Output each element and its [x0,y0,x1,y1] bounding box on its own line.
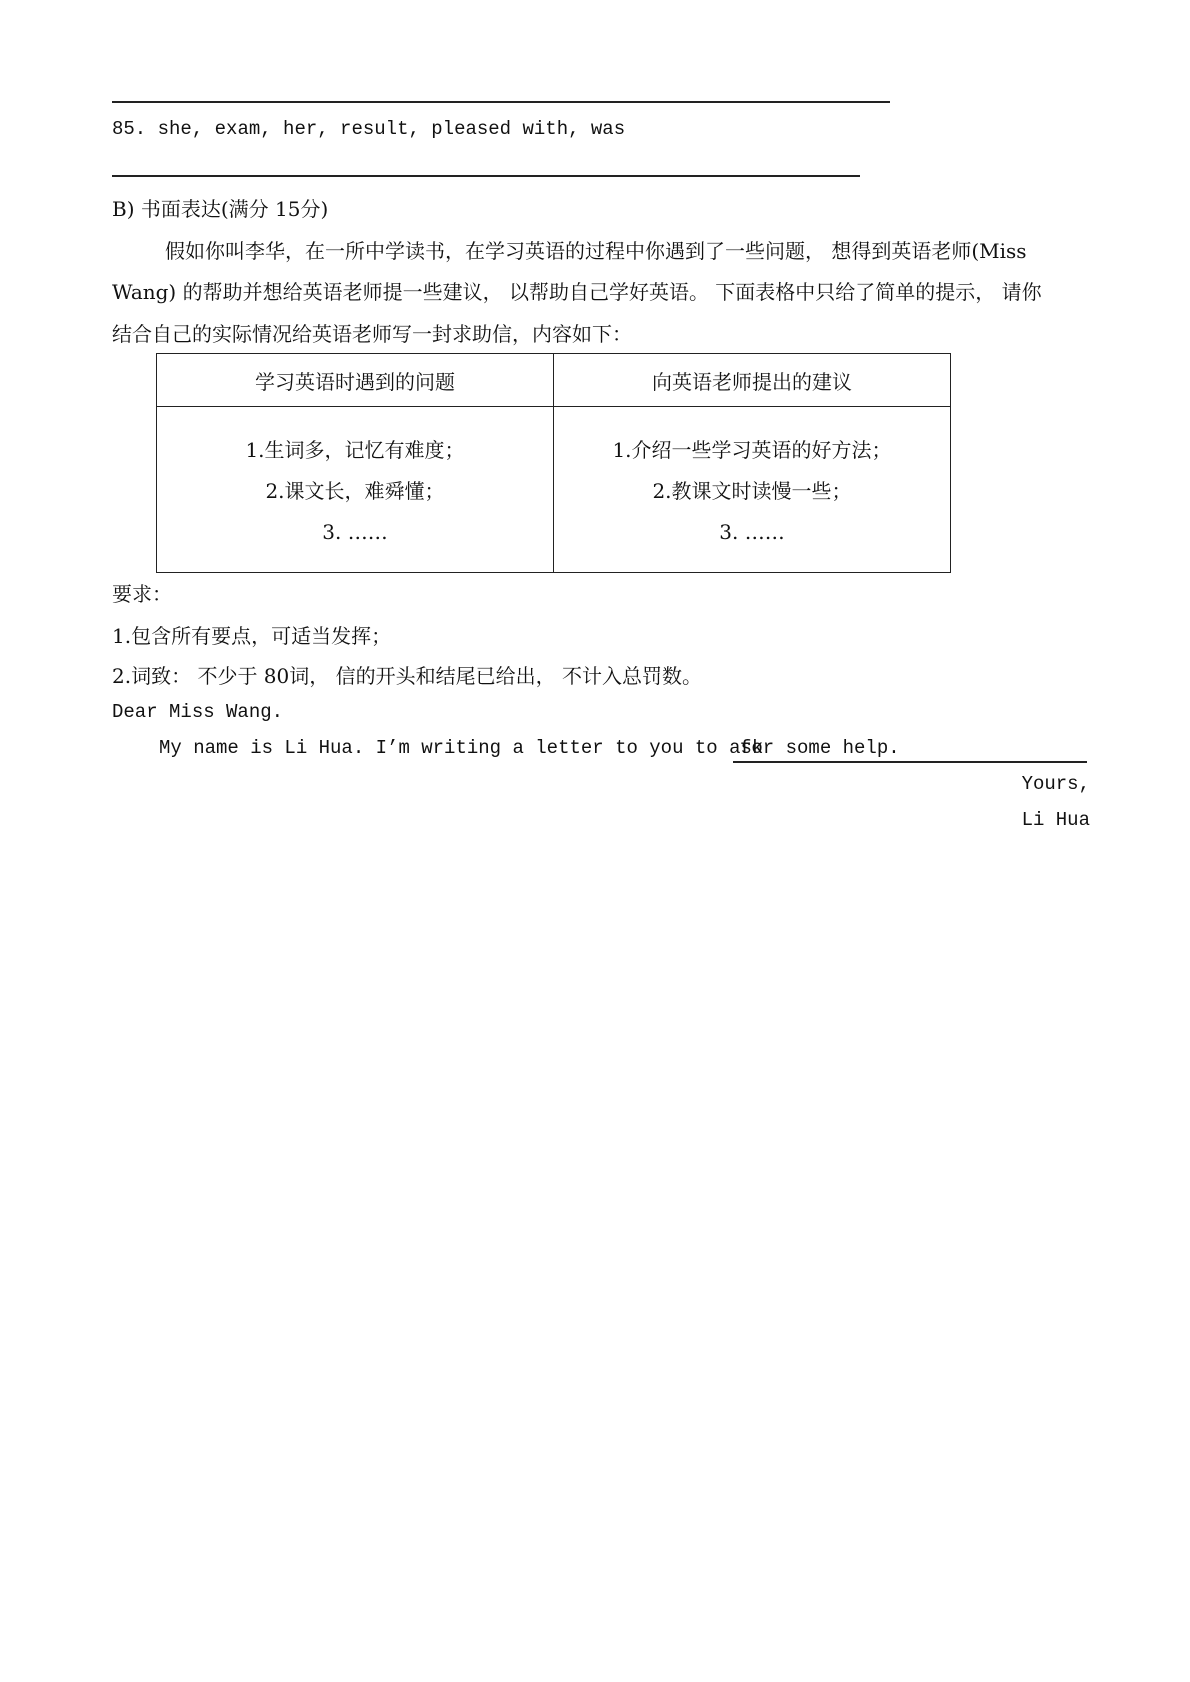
letter-opening: My name is Li Hua. I’m writing a letter to you to ask [159,737,764,759]
problems-cell [157,407,554,573]
suggestions-cell [554,407,951,573]
prompt-line-3: 结合自己的实际情况给英语老师写一封求助信，内容如下： [112,322,632,346]
letter-closing: Yours, [1021,773,1090,795]
question-number: 85. [112,118,147,140]
requirement-2: 2.词致： 不少于 80词， 信的开头和结尾已给出， 不计入总罚数。 [112,664,702,688]
letter-opening-fill: for some help. [740,737,900,759]
question-85 [112,118,625,140]
prompt-line-2: Wang) 的帮助并想给英语老师提一些建议， 以帮助自己学好英语。 下面表格中只给了简单的提示， 请你 [112,280,1042,304]
question-words: she, exam, her, result, pleased with, was [157,118,626,140]
section-b-heading: B) 书面表达(满分 15分) [112,197,329,221]
letter-signature: Li Hua [1021,809,1090,831]
answer-line-84 [112,101,890,103]
tips-table [156,353,951,573]
problem-item-3: 3. …… [322,519,388,544]
prompt-line-1: 假如你叫李华，在一所中学读书，在学习英语的过程中你遇到了一些问题， 想得到英语老师(Miss [165,239,1027,263]
requirement-1: 1.包含所有要点，可适当发挥； [112,624,392,648]
header-suggestions: 向英语老师提出的建议 [554,354,951,407]
header-problems: 学习英语时遇到的问题 [157,354,554,407]
problem-item-2: 2.课文长，难舜懂； [265,478,445,503]
problem-item-1: 1.生词多，记忆有难度； [245,437,465,462]
suggestion-item-3: 3. …… [719,519,785,544]
suggestion-item-2: 2.教课文时读慢一些； [652,478,852,503]
requirements-title: 要求： [112,582,172,606]
letter-greeting: Dear Miss Wang. [112,701,284,723]
answer-line-85 [112,175,860,177]
suggestion-item-1: 1.介绍一些学习英语的好方法； [612,437,892,462]
